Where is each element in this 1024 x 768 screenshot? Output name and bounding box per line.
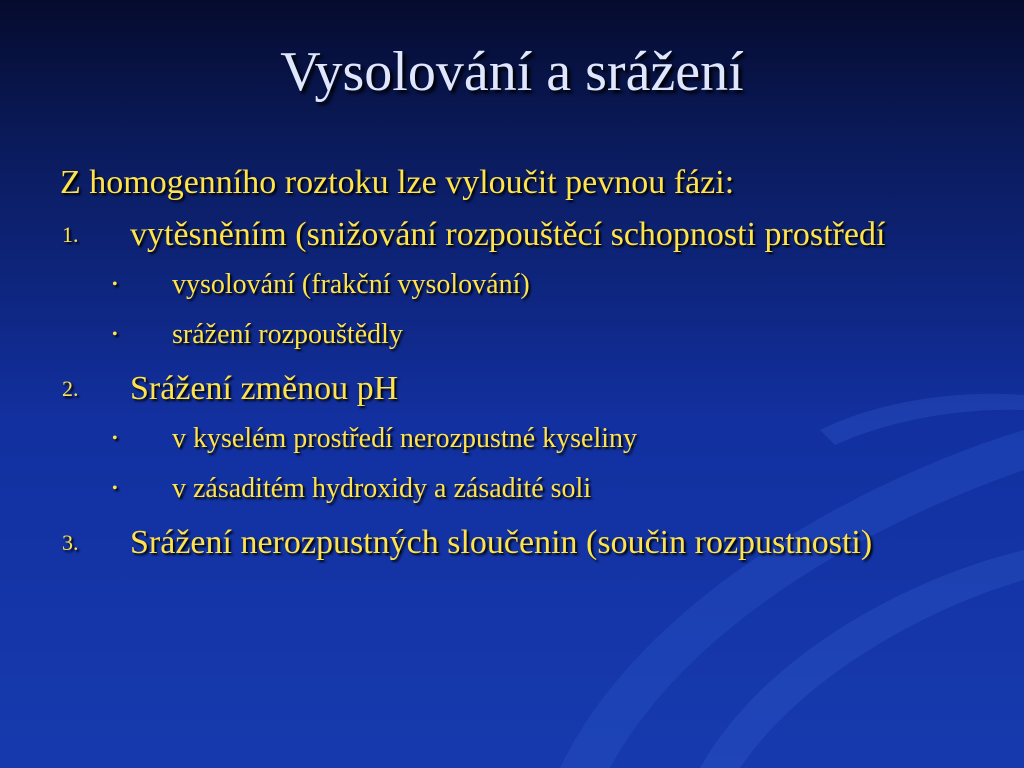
number-marker: 3. bbox=[62, 530, 79, 555]
slide-content bbox=[60, 160, 980, 574]
bullet-marker-icon: • bbox=[112, 480, 118, 497]
number-marker: 2. bbox=[62, 376, 79, 401]
numbered-item-1 bbox=[60, 212, 980, 258]
bullet-item bbox=[60, 470, 980, 508]
bullet-item-text: srážení rozpouštědly bbox=[172, 319, 403, 350]
bullet-item-text: v zásaditém hydroxidy a zásadité soli bbox=[172, 473, 592, 504]
bullet-item-text: vysolování (frakční vysolování) bbox=[172, 269, 530, 300]
numbered-item-text: Srážení nerozpustných sloučenin (součin rozpustnosti) bbox=[130, 524, 873, 561]
bullet-marker-icon: • bbox=[112, 326, 118, 343]
bullet-item bbox=[60, 316, 980, 354]
slide-title: Vysolování a srážení bbox=[280, 41, 744, 103]
number-marker: 1. bbox=[62, 222, 79, 247]
bullet-marker-icon: • bbox=[112, 276, 118, 293]
numbered-item-text: Srážení změnou pH bbox=[130, 370, 399, 407]
numbered-item-2 bbox=[60, 366, 980, 412]
bullet-item-text: v kyselém prostředí nerozpustné kyseliny bbox=[172, 423, 638, 454]
bullet-marker-icon: • bbox=[112, 430, 118, 447]
numbered-item-3 bbox=[60, 520, 980, 566]
intro-text: Z homogenního roztoku lze vyloučit pevnou fázi: bbox=[60, 164, 735, 201]
bullet-item bbox=[60, 420, 980, 458]
numbered-item-text: vytěsněním (snižování rozpouštěcí schopnosti prostředí bbox=[130, 216, 886, 253]
bullet-item bbox=[60, 266, 980, 304]
